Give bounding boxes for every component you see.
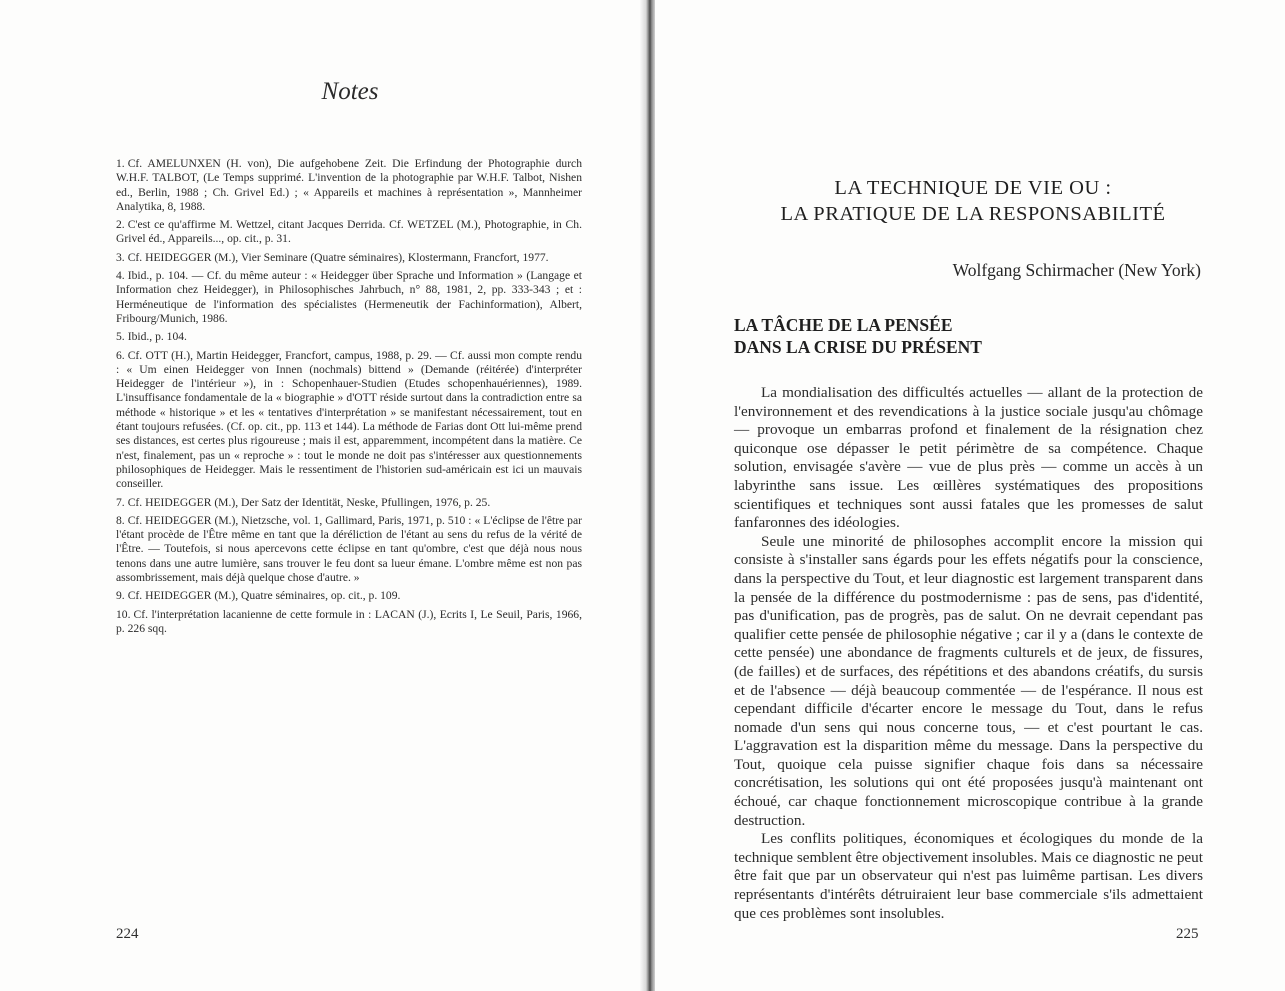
note-item bbox=[116, 218, 582, 247]
section-heading-line2: DANS LA CRISE DU PRÉSENT bbox=[734, 337, 982, 357]
note-item bbox=[116, 251, 582, 265]
notes-list bbox=[116, 157, 582, 640]
note-item bbox=[116, 608, 582, 637]
note-item bbox=[116, 496, 582, 510]
author-name: Wolfgang Schirmacher (New York) bbox=[952, 260, 1201, 280]
body-paragraph: Seule une minorité de philosophes accomplit encore la mission qui consiste à s'installer sans égards pour les effets négatifs pour la conscience, dans la perspective du Tout, et leur diagnostic est largement transparent dans la pensée de la différence du postmodernisme : pas de sens, pas d'identité, pas d'unification, pas de progrès, pas de salut. On ne devrait cependant pas qualifier cette pensée de philosophie négative ; car il y a (dans le contexte de cette pensée) une abondance de fragments culturels et de jeux, de fissures, (de failles) et de surfaces, des répétitions et des abandons créatifs, du sursis et de l'absence — déjà beaucoup commentée — de l'espérance. Il nous est cependant difficile d'écarter encore le message du Tout, dans le refus nomade d'un sens qui nous concerne tous, — et c'est pourtant le cas. L'aggravation est la disparition même du message. Dans la perspective du Tout, quoique cela puisse signifier chaque fois dans sa nécessaire concrétisation, les solutions qui ont été proposées jusqu'à maintenant ont échoué, car chaque fonctionnement microscopique contribue à la grande destruction. bbox=[734, 532, 1203, 829]
page-number-right: 225 bbox=[1176, 926, 1199, 942]
section-heading-line1: LA TÂCHE DE LA PENSÉE bbox=[734, 315, 953, 335]
article-title bbox=[731, 175, 1215, 227]
note-text: Ibid., p. 104. — Cf. du même auteur : « Heidegger über Sprache und Information » (Langage et Information chez Heidegger), in Philosophisches Jahrbuch, n° 88, 1981, 2, pp. 333-343 ; et : Herméneutique de l'information des spécialistes (Hermeneutik der Fachinformation), Albert, Fribourg/Munich, 1986. bbox=[116, 269, 582, 325]
article-title-line1: LA TECHNIQUE DE VIE OU : bbox=[834, 177, 1112, 199]
note-text: Ibid., p. 104. bbox=[127, 330, 187, 344]
note-item bbox=[116, 514, 582, 585]
page-number-left: 224 bbox=[116, 926, 139, 942]
note-text: Cf. OTT (H.), Martin Heidegger, Francfort, campus, 1988, p. 29. — Cf. aussi mon compte rendu : « Um einen Heidegger von Innen (nochmals) bittend » (Demande (réitérée) d'interpréter Heidegger de l'intérieur »), in : Schopenhauer-Studien (Etudes schopenhauériennes), 1989. L'insuffisance fondamentale de la « biographie » d'OTT réside surtout dans la contradiction entre sa méthode « historique » et les « tentatives d'interprétation » se manifestant nécessairement, tout en étant toujours refusées. (Cf. op. cit., pp. 113 et 144). La méthode de Farias dont Ott lui-même prend ses distances, est certes plus rigoureuse ; mais il est, apparemment, incompétent dans la matière. Ce n'est, finalement, pas un « reproche » : tout le monde ne doit pas s'intéresser aux questionnements philosophiques de Heidegger. Mais le ressentiment de l'historien sud-américain est ici un mauvais conseiller. bbox=[116, 348, 582, 491]
body-paragraph: Les conflits politiques, économiques et écologiques du monde de la technique semblent être objectivement insolubles. Mais ce diagnostic ne peut être fait que par un observateur qui n'est pas luimême partisan. Les divers représentants d'intérêts détruiraient leur base commerciale s'ils admettaient que ces problèmes sont insolubles. bbox=[734, 830, 1203, 922]
note-text: Cf. HEIDEGGER (M.), Der Satz der Identität, Neske, Pfullingen, 1976, p. 25. bbox=[127, 495, 491, 509]
note-number: 5. bbox=[116, 330, 125, 344]
section-heading bbox=[734, 314, 1154, 358]
note-number: 10. bbox=[116, 607, 131, 621]
note-number: 4. bbox=[116, 269, 125, 283]
note-item bbox=[116, 589, 582, 603]
note-item bbox=[116, 157, 582, 214]
notes-heading: Notes bbox=[321, 78, 379, 105]
note-number: 8. bbox=[116, 513, 125, 527]
note-item bbox=[116, 330, 582, 344]
article-body bbox=[734, 384, 1203, 923]
note-text: Cf. HEIDEGGER (M.), Nietzsche, vol. 1, Gallimard, Paris, 1971, p. 510 : « L'éclipse de l'être par l'étant procède de l'Être même en tant que la déréliction de l'étant au sens du refus de la vérité de l'Être. — Toutefois, si nous apercevons cette éclipse en tant qu'ombre, c'est que déjà nous nous tenons dans une autre lumière, sans trouver le feu dont sa lueur émane. L'ombre même est non pas assombrissement, mais déjà quelque chose d'autre. » bbox=[116, 513, 582, 585]
note-text: C'est ce qu'affirme M. Wettzel, citant Jacques Derrida. Cf. WETZEL (M.), Photographie, in Ch. Grivel éd., Appareils..., op. cit., p. 31. bbox=[116, 218, 582, 246]
note-text: Cf. AMELUNXEN (H. von), Die aufgehobene Zeit. Die Erfindung der Photographie durch W.H.F. TALBOT, (Le Temps supprimé. L'invention de la photographie par W.H.F. Talbot, Nishen ed., Berlin, 1988 ; Ch. Grivel Ed.) ; « Appareils et machines à représentation », Mannheimer Analytika, 8, 1988. bbox=[116, 157, 582, 213]
note-item bbox=[116, 349, 582, 492]
note-number: 7. bbox=[116, 495, 125, 509]
note-item bbox=[116, 269, 582, 326]
note-number: 6. bbox=[116, 348, 125, 362]
body-paragraph: La mondialisation des difficultés actuelles — allant de la protection de l'environnement et des revendications à la justice sociale jusqu'au chômage — provoque un embarras profond et finalement de la résignation chez quiconque ose dépasser le petit périmètre de sa compétence. Chaque solution, envisagée s'avère — vue de plus près — comme un accès à un labyrinthe sans issue. Les œillères systématiques des propositions scientifiques et techniques sont aussi fatales que les promesses de salut fanfaronnes des idéologies. bbox=[734, 384, 1203, 532]
note-number: 3. bbox=[116, 250, 125, 264]
note-number: 1. bbox=[116, 157, 125, 170]
note-text: Cf. l'interprétation lacanienne de cette formule in : LACAN (J.), Ecrits I, Le Seuil, Paris, 1966, p. 226 sqq. bbox=[116, 607, 582, 635]
article-title-line2: LA PRATIQUE DE LA RESPONSABILITÉ bbox=[780, 203, 1166, 225]
note-number: 9. bbox=[116, 589, 125, 603]
note-number: 2. bbox=[116, 218, 125, 232]
note-text: Cf. HEIDEGGER (M.), Quatre séminaires, op. cit., p. 109. bbox=[127, 589, 401, 603]
note-text: Cf. HEIDEGGER (M.), Vier Seminare (Quatre séminaires), Klostermann, Francfort, 1977. bbox=[127, 250, 549, 264]
right-page bbox=[655, 0, 1285, 991]
